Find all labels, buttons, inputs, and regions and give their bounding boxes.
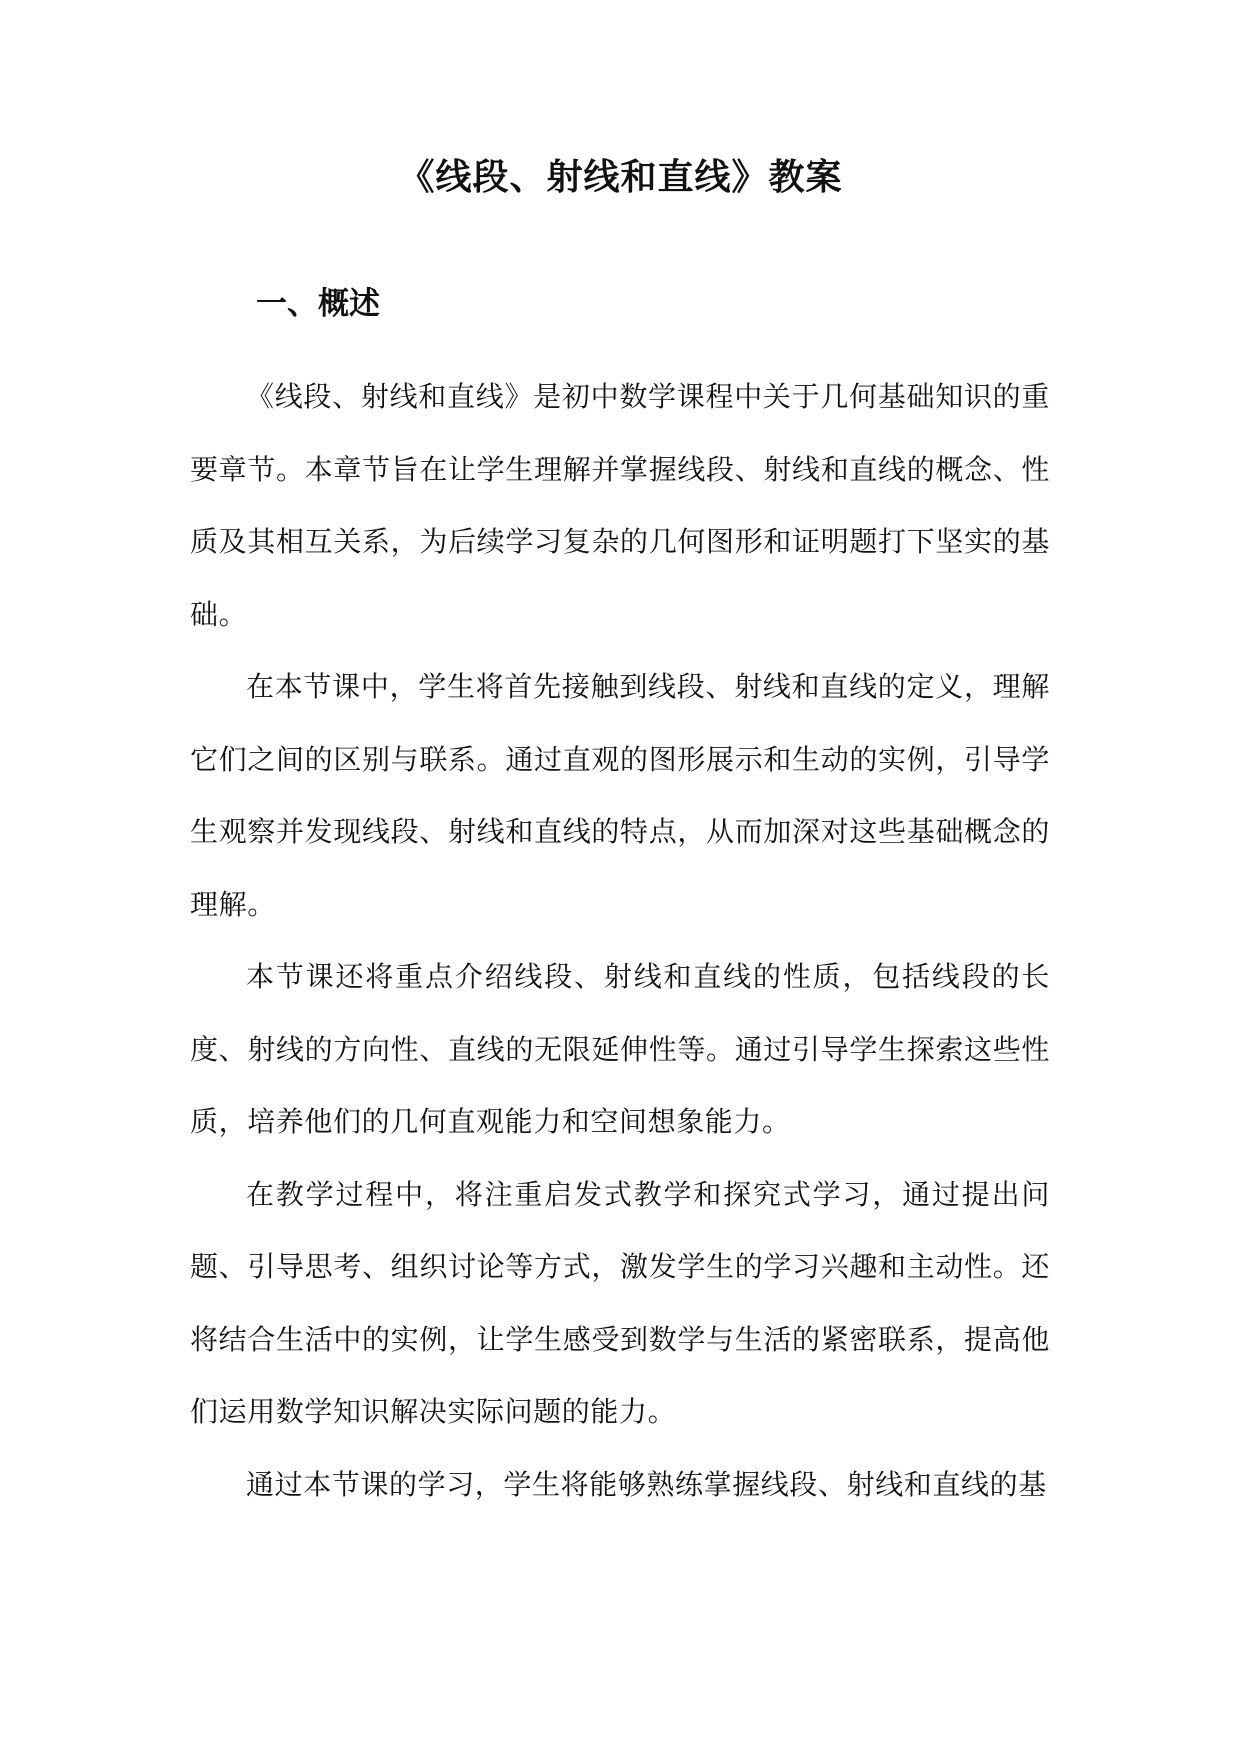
section-heading-overview: 一、概述 (256, 286, 380, 322)
section-body (190, 361, 1050, 1521)
paragraph-3: 本节课还将重点介绍线段、射线和直线的性质，包括线段的长度、射线的方向性、直线的无限延伸性等。通过引导学生探索这些性质，培养他们的几何直观能力和空间想象能力。 (190, 960, 1050, 1138)
paragraph-5: 通过本节课的学习，学生将能够熟练掌握线段、射线和直线的基 (246, 1467, 1047, 1501)
paragraph-1: 《线段、射线和直线》是初中数学课程中关于几何基础知识的重要章节。本章节旨在让学生理解并掌握线段、射线和直线的概念、性质及其相互关系，为后续学习复杂的几何图形和证明题打下坚实的基础。 (190, 380, 1050, 631)
document-title: 《线段、射线和直线》教案 (398, 157, 843, 198)
paragraph-4: 在教学过程中，将注重启发式教学和探究式学习，通过提出问题、引导思考、组织讨论等方式，激发学生的学习兴趣和主动性。还将结合生活中的实例，让学生感受到数学与生活的紧密联系，提高他们运用数学知识解决实际问题的能力。 (190, 1177, 1050, 1428)
paragraph-2: 在本节课中，学生将首先接触到线段、射线和直线的定义，理解它们之间的区别与联系。通过直观的图形展示和生动的实例，引导学生观察并发现线段、射线和直线的特点，从而加深对这些基础概念的理解。 (190, 670, 1050, 921)
